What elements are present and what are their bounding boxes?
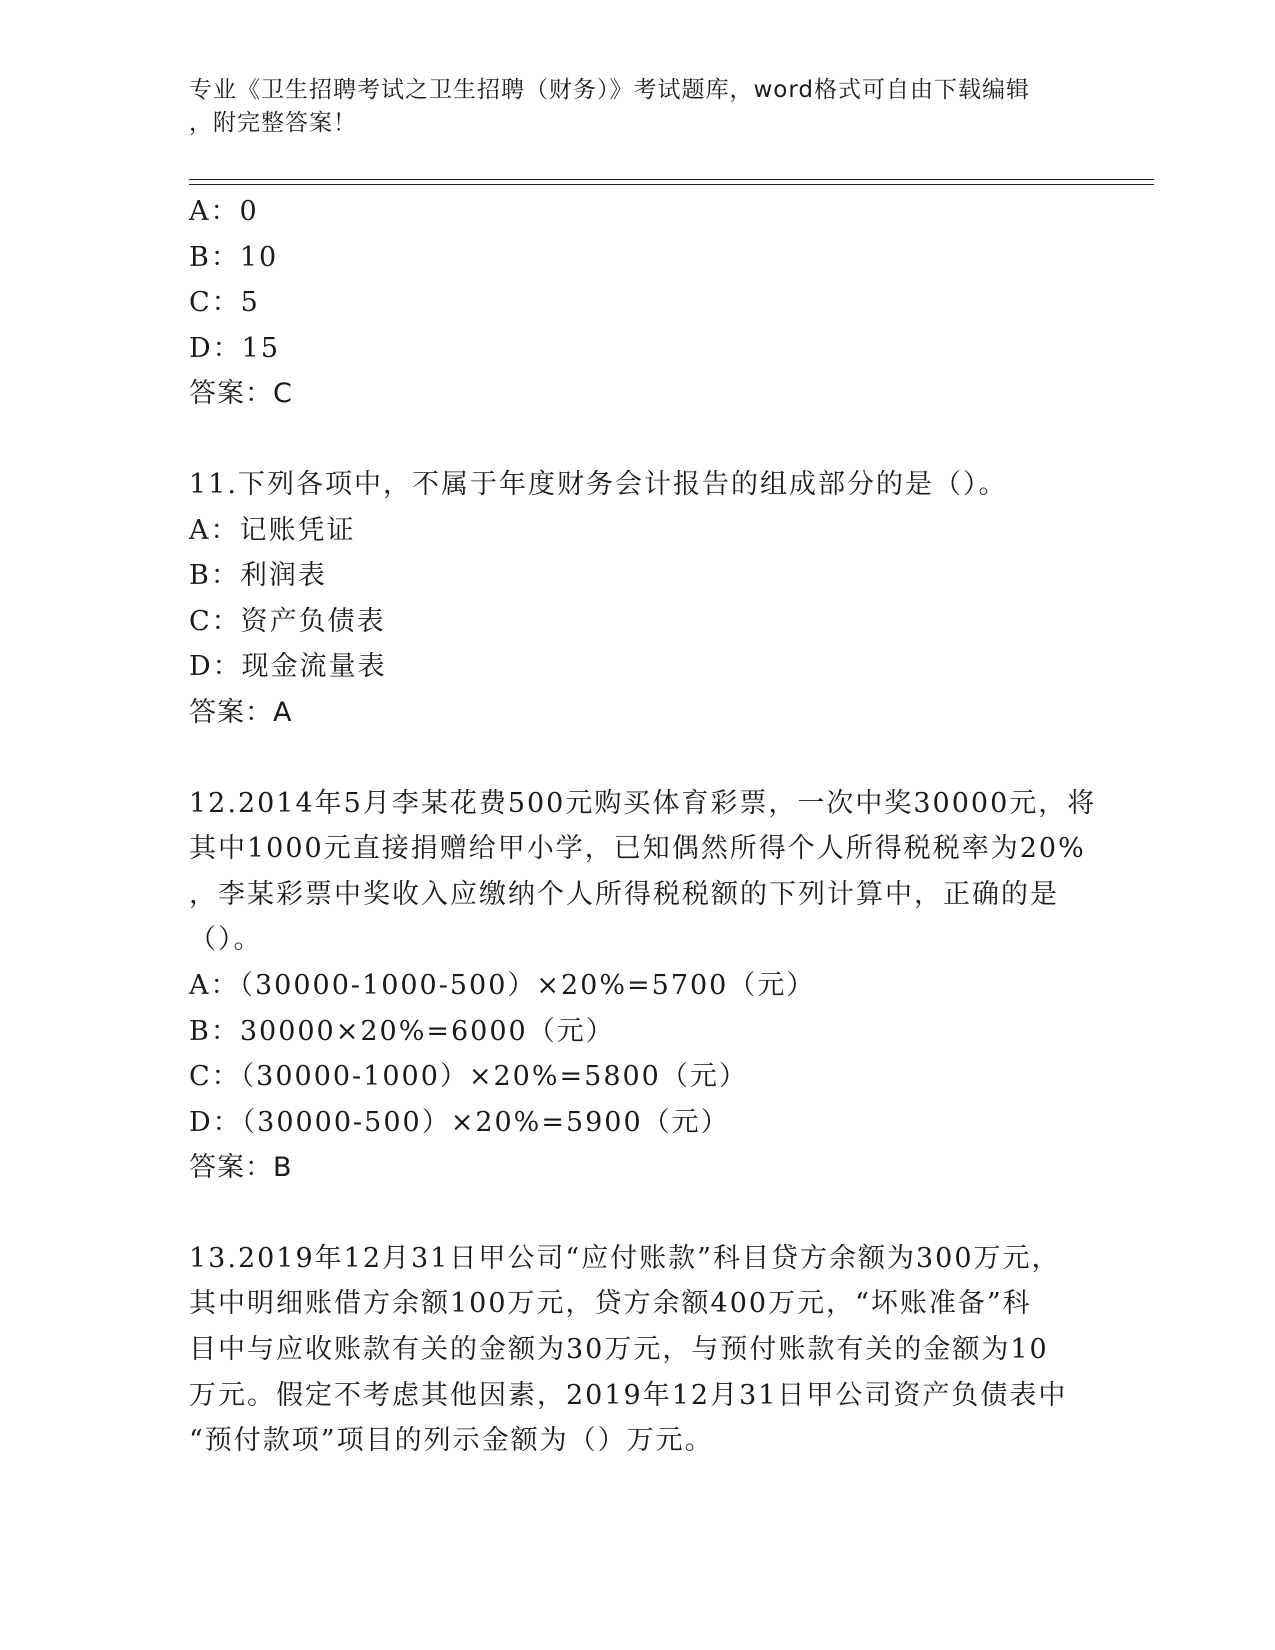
answer: 答案：B	[189, 1152, 293, 1184]
question-text-line-5: “预付款项”项目的列示金额为（）万元。	[189, 1425, 714, 1457]
option-d: D：15	[189, 332, 281, 364]
option-a: A：记账凭证	[189, 514, 356, 546]
question-text-line-4: 万元。假定不考虑其他因素，2019年12月31日甲公司资产负债表中	[189, 1379, 1068, 1411]
question-text-line-3: 目中与应收账款有关的金额为30万元，与预付账款有关的金额为10	[189, 1334, 1049, 1366]
option-b: B：10	[189, 241, 279, 273]
option-b: B：30000×20%=6000（元）	[189, 1015, 615, 1047]
header-divider-top	[189, 179, 1154, 180]
answer: 答案：C	[189, 378, 293, 410]
option-d: D：现金流量表	[189, 651, 387, 683]
header-line-1: 专业《卫生招聘考试之卫生招聘（财务）》考试题库，word格式可自由下载编辑	[189, 77, 1031, 103]
question-12-block	[189, 781, 1097, 1191]
question-13-block	[189, 1236, 1089, 1464]
question-text-line-4: （）。	[189, 924, 263, 956]
document-body	[189, 189, 1097, 1464]
question-text: 11.下列各项中，不属于年度财务会计报告的组成部分的是（）。	[189, 468, 1008, 500]
option-a: A：0	[189, 196, 259, 227]
header-divider-bottom	[189, 184, 1154, 185]
question-text-line-3: ，李某彩票中奖收入应缴纳个人所得税税额的下列计算中，正确的是	[189, 878, 1059, 910]
question-10-block	[189, 189, 1089, 417]
document-header	[189, 74, 1089, 140]
question-11-block	[189, 462, 1089, 736]
option-d: D：（30000-500）×20%=5900（元）	[189, 1106, 730, 1138]
option-c: C：资产负债表	[189, 605, 386, 637]
question-text-line-2: 其中1000元直接捐赠给甲小学，已知偶然所得个人所得税税率为20%	[189, 833, 1086, 865]
option-c: C：（30000-1000）×20%=5800（元）	[189, 1061, 748, 1093]
question-text-line-1: 12.2014年5月李某花费500元购买体育彩票，一次中奖30000元，将	[189, 787, 1097, 819]
option-c: C：5	[189, 287, 260, 319]
option-b: B：利润表	[189, 560, 327, 592]
option-a: A：（30000-1000-500）×20%=5700（元）	[189, 969, 816, 1001]
question-text-line-2: 其中明细账借方余额100万元，贷方余额400万元，“坏账准备”科	[189, 1288, 1032, 1320]
answer: 答案：A	[189, 696, 293, 728]
header-line-2: ，附完整答案！	[189, 110, 357, 136]
question-text-line-1: 13.2019年12月31日甲公司“应付账款”科目贷方余额为300万元，	[189, 1242, 1061, 1274]
